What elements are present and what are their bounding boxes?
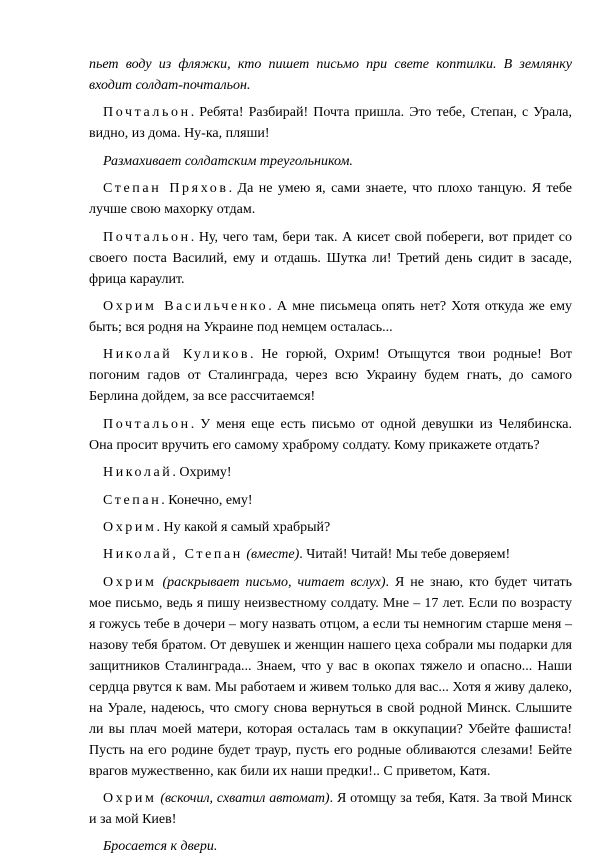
speaker-name: Николай Куликов bbox=[103, 347, 251, 363]
dialogue-text: . А мне письмеца опять нет? Хотя откуда же ему быть; вся родня на Украине под немцем осталась... bbox=[89, 298, 573, 335]
paragraph bbox=[89, 836, 572, 857]
stage-direction: пьет воду из фляжки, кто пишет письмо при свете коптилки. В землянку входит солдат-почтальон. bbox=[89, 57, 572, 93]
dialogue-text: . У меня еще есть письмо от одной девушки из Челябинска. Она просит вручить его самому храброму солдату. Кому прикажете отдать? bbox=[89, 416, 572, 453]
speaker-name: Охрим bbox=[103, 574, 157, 590]
paragraph bbox=[89, 227, 572, 290]
speaker-name: Охрим bbox=[103, 791, 157, 807]
paragraph bbox=[89, 151, 572, 172]
speaker-name: Почтальон bbox=[103, 229, 191, 245]
paragraph bbox=[89, 788, 572, 830]
stage-direction: Размахивает солдатским треугольником. bbox=[103, 153, 353, 169]
dialogue-text: . Конечно, ему! bbox=[161, 492, 253, 508]
dialogue-text: . Ну какой я самый храбрый? bbox=[156, 519, 331, 535]
stage-direction: (вместе) bbox=[246, 547, 300, 563]
speaker-name: Степан Пряхов bbox=[103, 181, 229, 197]
play-text bbox=[89, 54, 572, 857]
speaker-name: Степан bbox=[103, 492, 162, 508]
paragraph bbox=[89, 178, 572, 220]
speaker-name: Охрим bbox=[103, 519, 157, 535]
dialogue-text: . Не горюй, Охрим! Отыщутся твои родные! Вот погоним гадов от Сталинграда, через всю Украину будем гнать, до самого Берлина дойдем, за все рассчитаемся! bbox=[89, 347, 572, 405]
paragraph bbox=[89, 544, 572, 565]
speaker-name: Почтальон bbox=[103, 416, 191, 432]
dialogue-text: . Ну, чего там, бери так. А кисет свой побереги, вот придет со своего поста Василий, ему и отдашь. Шутка ли! Третий день сидит в засаде, фрица караулит. bbox=[89, 229, 572, 287]
dialogue-text: . Я отомщу за тебя, Катя. За твой Минск и за мой Киев! bbox=[89, 791, 572, 828]
dialogue-text: . Ребята! Разбирай! Почта пришла. Это тебе, Степан, с Урала, видно, из дома. Ну-ка, пляши! bbox=[89, 105, 572, 142]
dialogue-text: . Я не знаю, кто будет читать мое письмо, ведь я пишу неизвестному солдату. Мне – 17 лет. Если по возрасту я гожусь тебе в дочери – могу назвать отцом, а если ты немногим старше меня – назову тебя братом. От девушек и женщин нашего цеха собрали мы подарки для защитников Сталинграда... Знаем, что у вас в окопах тяжело и опасно... Наши сердца рвутся к вам. Мы работаем и живем только для вас... Хотя я живу далеко, на Урале, надеюсь, что смогу снова вернуться в свой родной Минск. Слышите ли вы плач моей матери, которая осталась там в оккупации? Убейте фашиста! Пусть на его родине будет траур, пусть его родные обливаются слезами! Бейте врагов мужественно, как били их наши предки!.. С приветом, Катя. bbox=[89, 574, 573, 779]
speaker-name: Охрим Васильченко bbox=[103, 298, 269, 314]
dialogue-text: . Охриму! bbox=[172, 465, 232, 481]
paragraph bbox=[89, 296, 572, 338]
stage-direction: (вскочил, схватил автомат) bbox=[160, 791, 330, 807]
paragraph bbox=[89, 344, 572, 407]
speaker-name: Николай bbox=[103, 465, 173, 481]
paragraph bbox=[89, 54, 572, 96]
paragraph bbox=[89, 102, 572, 144]
stage-direction: Бросается к двери. bbox=[103, 839, 218, 855]
speaker-name: Почтальон bbox=[103, 105, 191, 121]
dialogue-text: . Читай! Читай! Мы тебе доверяем! bbox=[299, 547, 511, 563]
dialogue-text: . Да не умею я, сами знаете, что плохо танцую. Я тебе лучше свою махорку отдам. bbox=[89, 181, 572, 218]
paragraph bbox=[89, 517, 572, 538]
speaker-name: Николай, Степан bbox=[103, 547, 243, 563]
paragraph bbox=[89, 414, 572, 456]
stage-direction: (раскрывает письмо, читает вслух) bbox=[162, 574, 386, 590]
paragraph bbox=[89, 572, 572, 782]
paragraph bbox=[89, 462, 572, 483]
paragraph bbox=[89, 490, 572, 511]
